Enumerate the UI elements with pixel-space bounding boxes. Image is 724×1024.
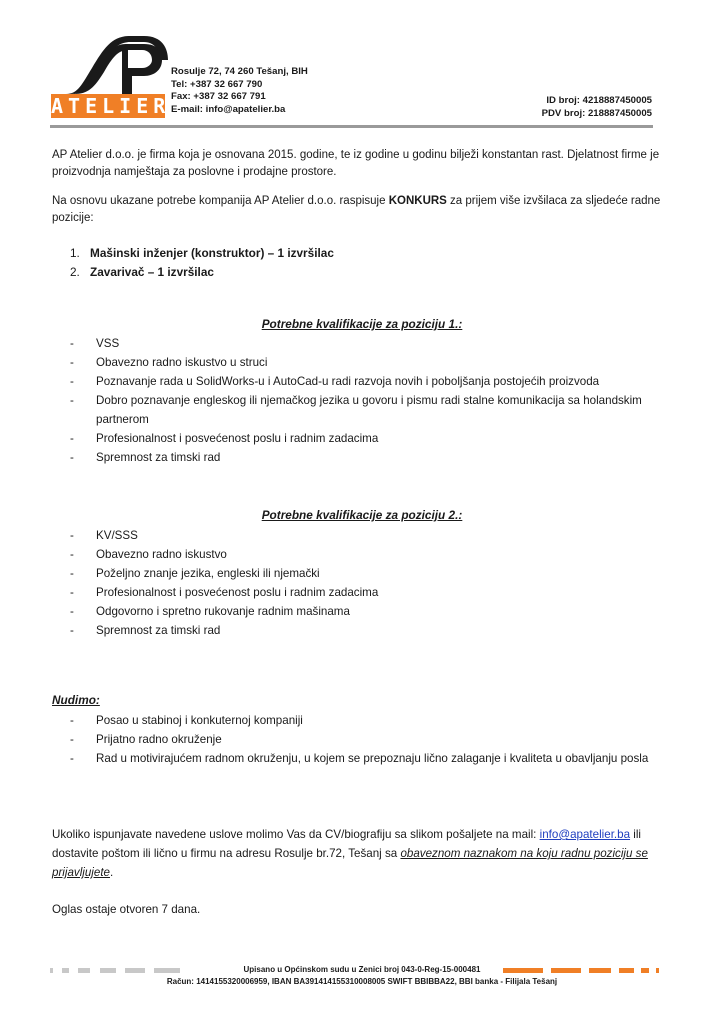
- list-item: [70, 448, 680, 467]
- dash-bullet: -: [70, 548, 74, 561]
- dash-bullet: -: [70, 605, 74, 618]
- dash-bullet: -: [70, 375, 74, 388]
- announcement-text: Na osnovu ukazane potrebe kompanija AP Atelier d.o.o. raspisuje: [52, 195, 389, 207]
- fax: Fax: +387 32 667 791: [171, 91, 266, 102]
- position-label: Mašinski inženjer (konstruktor) – 1 izvršilac: [90, 246, 334, 260]
- dash-bullet: -: [70, 451, 74, 464]
- list-item: [70, 391, 680, 429]
- dash-bullet: -: [70, 752, 74, 765]
- contact-block: [171, 66, 308, 116]
- ap-atelier-logo: [48, 30, 171, 120]
- item-text: KV/SSS: [96, 529, 138, 542]
- item-text: Prijatno radno okruženje: [96, 733, 222, 746]
- id-number: ID broj: 4218887450005: [546, 95, 652, 106]
- apply-text-end: .: [110, 866, 114, 879]
- list-item: [70, 526, 680, 545]
- qualifications-2-title: Potrebne kvalifikacije za poziciju 2.:: [261, 508, 463, 522]
- footer: [0, 965, 724, 1005]
- phone: Tel: +387 32 667 790: [171, 78, 263, 90]
- dash-bullet: -: [70, 337, 74, 350]
- list-item: [70, 621, 680, 640]
- item-text: Profesionalnost i posvećenost poslu i radnim zadacima: [96, 586, 379, 599]
- konkurs-label: KONKURS: [388, 195, 447, 207]
- position-label: Zavarivač – 1 izvršilac: [90, 265, 214, 279]
- dash-bullet: -: [70, 586, 74, 599]
- offer-title: Nudimo:: [52, 693, 100, 707]
- positions-list: [70, 244, 334, 282]
- offer-list: [70, 711, 680, 768]
- dash-bullet: -: [70, 356, 74, 369]
- qualifications-1-list: [70, 334, 680, 467]
- list-item: [70, 429, 680, 448]
- dash-bullet: -: [70, 529, 74, 542]
- list-item: [70, 749, 680, 768]
- item-text: Odgovorno i spretno rukovanje radnim mašinama: [96, 605, 350, 618]
- header-divider: [50, 125, 653, 128]
- list-item: [70, 711, 680, 730]
- list-item: [70, 545, 680, 564]
- item-text: VSS: [96, 337, 120, 350]
- position-item: [70, 244, 334, 263]
- dash-bullet: -: [70, 733, 74, 746]
- email: E-mail: info@apatelier.ba: [171, 103, 286, 115]
- item-text: Obavezno radno iskustvo u struci: [96, 356, 268, 369]
- footer-registration: Upisano u Općinskom sudu u Zenici broj 043-0-Reg-15-000481: [243, 965, 481, 974]
- dash-bullet: -: [70, 567, 74, 580]
- item-text: Spremnost za timski rad: [96, 624, 221, 637]
- dash-bullet: -: [70, 714, 74, 727]
- position-number: 2.: [70, 265, 80, 279]
- dash-bullet: -: [70, 432, 74, 445]
- qualifications-2-list: [70, 526, 680, 640]
- item-text: Rad u motivirajućem radnom okruženju, u kojem se prepoznaju lično zalaganje i kvaliteta u obavljanju posla: [96, 752, 649, 765]
- item-text: Poželjno znanje jezika, engleski ili njemački: [96, 567, 320, 580]
- intro-paragraph: AP Atelier d.o.o. je firma koja je osnovana 2015. godine, te iz godine u godinu bilježi konstantan rast. Djelatnost firme je proizvodnja namještaja za poslovne i prodajne prostore.: [52, 149, 660, 178]
- item-text: Poznavanje rada u SolidWorks-u i AutoCad-u radi razvoja novih i poboljšanja postojećih proizvoda: [96, 375, 600, 388]
- list-item: [70, 372, 680, 391]
- list-item: [70, 583, 680, 602]
- company-ids: [542, 95, 652, 120]
- vat-number: PDV broj: 218887450005: [541, 107, 652, 119]
- list-item: [70, 564, 680, 583]
- apply-text-middle: ili dostavite poštom ili lično u firmu na adresu Rosulje br.72, Tešanj sa: [52, 828, 641, 860]
- letterhead: [0, 0, 724, 135]
- ap-logo-icon: [48, 30, 168, 96]
- footer-bank-details: Račun: 1414155320006959, IBAN BA391414155310008005 SWIFT BBIBBA22, BBI banka - Filijala Tešanj: [166, 977, 558, 986]
- address: Rosulje 72, 74 260 Tešanj, BIH: [171, 66, 308, 77]
- dash-bullet: -: [70, 394, 74, 407]
- item-text: Obavezno radno iskustvo: [96, 548, 227, 561]
- item-text: Posao u stabinoj i konkuternoj kompaniji: [96, 714, 303, 727]
- item-text: Profesionalnost i posvećenost poslu i radnim zadacima: [96, 432, 379, 445]
- qualifications-1-title: Potrebne kvalifikacije za poziciju 1.:: [261, 317, 463, 331]
- dash-bullet: -: [70, 624, 74, 637]
- item-text: Dobro poznavanje engleskog ili njemačkog jezika u govoru i pismu radi stalne komunikacija sa holandskim partnerom: [96, 394, 642, 426]
- list-item: [70, 353, 680, 372]
- email-link[interactable]: info@apatelier.ba: [539, 828, 631, 841]
- closing-note: Oglas ostaje otvoren 7 dana.: [52, 903, 201, 916]
- announcement-paragraph: [52, 193, 672, 227]
- list-item: [70, 602, 680, 621]
- list-item: [70, 334, 680, 353]
- announcement-text-end: za prijem više izvšilaca za sljedeće radne pozicije:: [52, 195, 661, 224]
- apply-text: Ukoliko ispunjavate navedene uslove molimo Vas da CV/biografiju sa slikom pošaljete na mail:: [52, 828, 540, 841]
- position-item: [70, 263, 334, 282]
- apply-emphasis: obaveznom naznakom na koju radnu poziciju se prijavljujete: [52, 847, 648, 879]
- item-text: Spremnost za timski rad: [96, 451, 221, 464]
- application-instructions: [52, 825, 672, 882]
- logo-band: ATELIER: [51, 94, 171, 118]
- list-item: [70, 730, 680, 749]
- position-number: 1.: [70, 246, 80, 260]
